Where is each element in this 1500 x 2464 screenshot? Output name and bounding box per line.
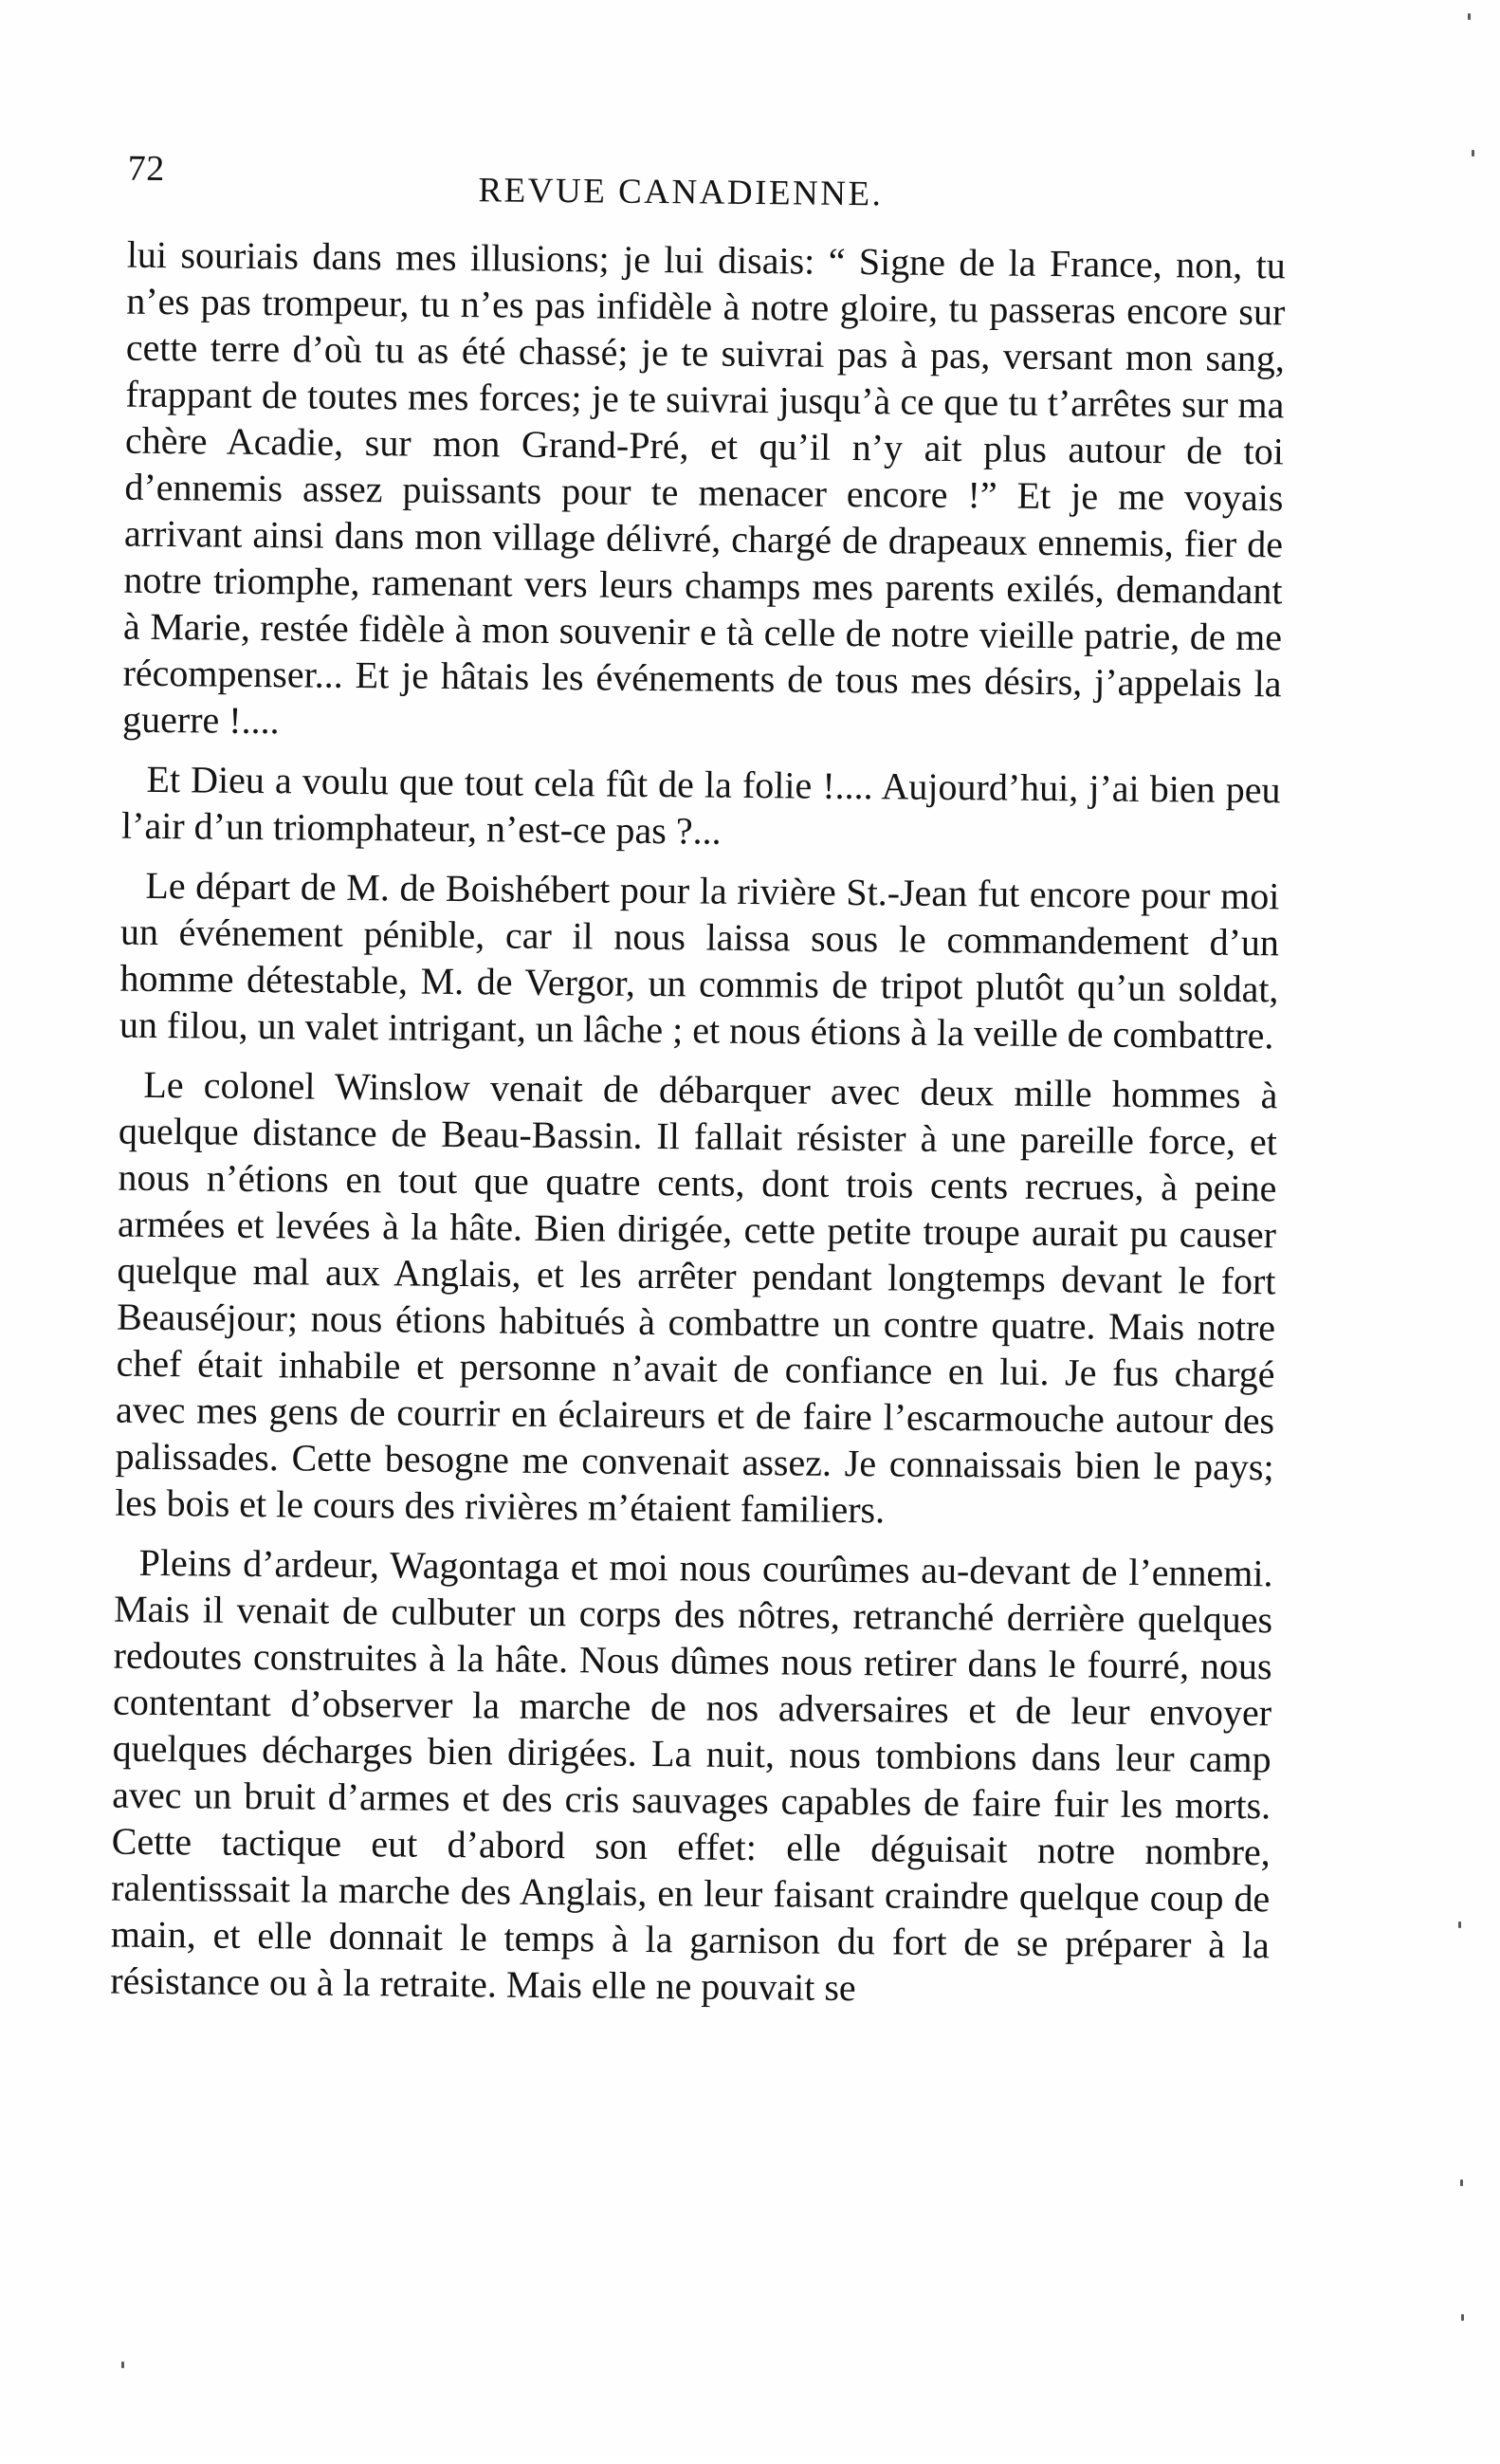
margin-speck xyxy=(1472,150,1474,156)
margin-speck xyxy=(1461,2314,1464,2321)
page-header xyxy=(127,146,1287,224)
page-number: 72 xyxy=(127,148,165,190)
margin-speck xyxy=(121,2362,124,2368)
paragraph: Pleins d’ardeur, Wagontaga et moi nous courûmes au-devant de l’ennemi. Mais il venait de culbuter un corps des nôtres, retranché derrière quelques redoutes construites à la hâte. Nous dûmes nous retirer dans le fourré, nous contentant d’observer la marche de nos adversaires et de leur envoyer quelques décharges bien dirigées. La nuit, nous tombions dans leur camp avec un bruit d’armes et des cris sauvages capables de faire fuir les morts. Cette tactique eut d’abord son effet: elle déguisait notre nombre, ralentisssait la marche des Anglais, en leur faisant craindre quelque coup de main, et elle donnait le temps à la garnison du fort de se préparer à la résistance ou à la retraite. Mais elle ne pouvait se xyxy=(110,1540,1273,2010)
running-title: REVUE CANADIENNE. xyxy=(478,171,884,214)
margin-speck xyxy=(1458,1922,1461,1928)
paragraph: Le départ de M. de Boishébert pour la rivière St.-Jean fut encore pour moi un événement pénible, car il nous laissa sous le commandement d’un homme détestable, M. de Vergor, un commis de tripot plutôt qu’un soldat, un filou, un valet intrigant, un lâche ; et nous étions à la veille de combattre. xyxy=(119,863,1280,1057)
margin-speck xyxy=(1460,2179,1463,2186)
body-text xyxy=(110,231,1286,2029)
paragraph-continued: lui souriais dans mes illusions; je lui disais: “ Signe de la France, non, tu n’es pas trompeur, tu n’es pas infidèle à notre gloire, tu passeras encore sur cette terre d’où tu as été chassé; je te suivrai pas à pas, versant mon sang, frappant de toutes mes forces; je te suivrai jusqu’à ce que tu t’arrêtes sur ma chère Acadie, sur mon Grand-Pré, et qu’il n’y ait plus autour de toi d’ennemis assez puissants pour te menacer encore !” Et je me voyais arrivant ainsi dans mon village délivré, chargé de drapeaux ennemis, fier de notre triomphe, ramenant vers leurs champs mes parents exilés, demandant à Marie, restée fidèle à mon souvenir e tà celle de notre vieille patrie, de me récompenser... Et je hâtais les événements de tous mes désirs, j’appelais la guerre !.... xyxy=(121,232,1286,743)
paragraph: Le colonel Winslow venait de débarquer avec deux mille hommes à quelque distance de Beau-Bassin. Il fallait résister à une pareille force, et nous n’étions en tout que quatre cents, dont trois cents recrues, à peine armées et levées à la hâte. Bien dirigée, cette petite troupe aurait pu causer quelque mal aux Anglais, et les arrêter pendant longtemps devant le fort Beauséjour; nous étions habitués à combattre un contre quatre. Mais notre chef était inhabile et personne n’avait de confiance en lui. Je fus chargé avec mes gens de courrir en éclaireurs et de faire l’escarmouche autour des palissades. Cette besogne me convenait assez. Je connaissais bien le pays; les bois et le cours des rivières m’étaient familiers. xyxy=(114,1062,1278,1532)
margin-speck xyxy=(1468,13,1471,20)
paragraph: Et Dieu a voulu que tout cela fût de la folie !.... Aujourd’hui, j’ai bien peu l’air d’un triomphateur, n’est-ce pas ?... xyxy=(120,757,1281,853)
